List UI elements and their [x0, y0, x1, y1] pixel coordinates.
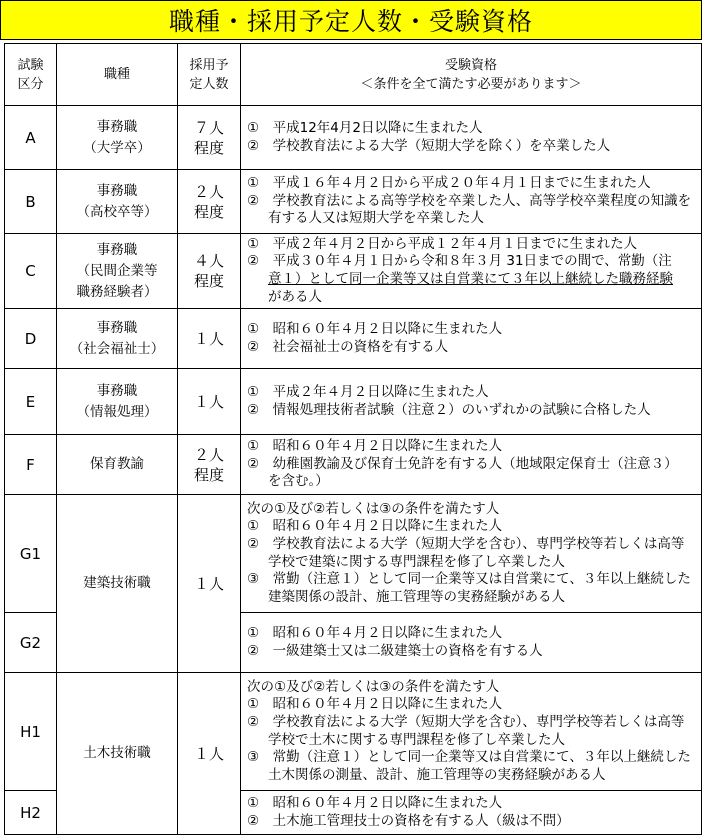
table-row: [5, 369, 702, 435]
job-type: 保育教諭: [57, 435, 178, 495]
req-line: 次の①及び②若しくは③の条件を満たす人: [247, 500, 500, 517]
table-row: [5, 435, 702, 495]
req-line: ① 昭和６０年４月２日以降に生まれた人: [247, 794, 503, 811]
title-bar: [0, 0, 702, 40]
planned-count: ２人 程度: [178, 435, 241, 495]
table-row: [5, 309, 702, 369]
qualifications: [241, 234, 702, 309]
req-line: ① 昭和６０年４月２日以降に生まれた人: [247, 438, 503, 455]
req-line: を含む。）: [268, 473, 329, 490]
qualifications: [241, 673, 702, 791]
planned-count: １人: [178, 309, 241, 369]
req-line: ② 平成３０年４月１日から令和８年３月 31日までの間で、常勤（注: [247, 253, 672, 270]
planned-count: ４人 程度: [178, 234, 241, 309]
qualifications: [241, 791, 702, 835]
table-row: [5, 170, 702, 234]
req-line: ② 情報処理技術者試験（注意２）のいずれかの試験に合格した人: [247, 401, 651, 418]
req-line: 建築関係の設計、施工管理等の実務経験がある人: [268, 588, 565, 605]
planned-count: １人: [178, 495, 241, 673]
header-row: [5, 44, 702, 106]
req-line: 意１）として同一企業等又は自営業にて３年以上継続した職務経験: [268, 271, 673, 287]
req-line: ② 幼稚園教諭及び保育士免許を有する人（地域限定保育士（注意３）: [247, 455, 678, 472]
header-qualifications: 受験資格 ＜条件を全て満たす必要があります＞: [241, 44, 702, 106]
job-type: 土木技術職: [57, 673, 178, 835]
req-line: がある人: [268, 288, 322, 305]
table-row: [5, 106, 702, 170]
requirements-table: [4, 43, 702, 835]
page-title: 職種・採用予定人数・受験資格: [168, 7, 533, 36]
job-type: 建築技術職: [57, 495, 178, 673]
job-type: 事務職 （情報処理）: [57, 369, 178, 435]
exam-code: G1: [5, 495, 57, 613]
req-line: ② 学校教育法による高等学校を卒業した人、高等学校卒業程度の知識を: [247, 192, 692, 209]
req-line: ① 平成１６年４月２日から平成２０年４月１日までに生まれた人: [247, 175, 651, 192]
planned-count: ７人 程度: [178, 106, 241, 170]
job-type: 事務職 （大学卒）: [57, 106, 178, 170]
req-line: ③ 常勤（注意１）として同一企業等又は自営業にて、３年以上継続した: [247, 749, 691, 766]
req-line: 学校で建築に関する専門課程を修了し卒業した人: [268, 553, 565, 570]
req-line: ① 昭和６０年４月２日以降に生まれた人: [247, 320, 503, 337]
qualifications: [241, 170, 702, 234]
req-line: ② 一級建築士又は二級建築士の資格を有する人: [247, 642, 543, 659]
exam-code: H1: [5, 673, 57, 791]
qualifications: [241, 613, 702, 673]
req-line: ① 昭和６０年４月２日以降に生まれた人: [247, 518, 503, 535]
qualifications: [241, 435, 702, 495]
qualifications: [241, 495, 702, 613]
header-job-type: 職種: [57, 44, 178, 106]
qualifications: [241, 309, 702, 369]
header-exam-category: 試験 区分: [5, 44, 57, 106]
req-line: ② 学校教育法による大学（短期大学を含む）、専門学校等若しくは高等: [247, 535, 685, 552]
qualifications: [241, 369, 702, 435]
req-line: ① 昭和６０年４月２日以降に生まれた人: [247, 624, 503, 641]
req-line: ② 土木施工管理技士の資格を有する人（級は不問）: [247, 812, 570, 829]
exam-code: H2: [5, 791, 57, 835]
req-line: ② 学校教育法による大学（短期大学を含む）、専門学校等若しくは高等: [247, 713, 685, 730]
job-type: 事務職 （社会福祉士）: [57, 309, 178, 369]
exam-code: F: [5, 435, 57, 495]
req-line: 次の①及び②若しくは③の条件を満たす人: [247, 678, 500, 695]
table-row: [5, 673, 702, 791]
req-line: ① 昭和６０年４月２日以降に生まれた人: [247, 696, 503, 713]
req-line: 学校で土木に関する専門課程を修了し卒業した人: [268, 731, 565, 748]
exam-code: G2: [5, 613, 57, 673]
req-line: ① 平成２年４月２日以降に生まれた人: [247, 383, 489, 400]
table-row: [5, 234, 702, 309]
header-planned-count: 採用予 定人数: [178, 44, 241, 106]
req-line: ② 社会福祉士の資格を有する人: [247, 338, 449, 355]
job-type: 事務職 （高校卒等）: [57, 170, 178, 234]
table-row: [5, 495, 702, 613]
req-line: ③ 常勤（注意１）として同一企業等又は自営業にて、３年以上継続した: [247, 571, 691, 588]
exam-code: B: [5, 170, 57, 234]
req-line: ① 平成２年４月２日から平成１２年４月１日までに生まれた人: [247, 235, 638, 252]
req-line: 有する人又は短期大学を卒業した人: [268, 210, 484, 227]
exam-code: D: [5, 309, 57, 369]
job-type: 事務職 （民間企業等 職務経験者）: [57, 234, 178, 309]
exam-code: C: [5, 234, 57, 309]
req-line: ② 学校教育法による大学（短期大学を除く）を卒業した人: [247, 137, 611, 154]
req-line: ① 平成12年4月2日以降に生まれた人: [247, 119, 483, 136]
planned-count: ２人 程度: [178, 170, 241, 234]
exam-code: A: [5, 106, 57, 170]
exam-code: E: [5, 369, 57, 435]
req-line: 土木関係の測量、設計、施工管理等の実務経験がある人: [268, 766, 606, 783]
planned-count: １人: [178, 673, 241, 835]
qualifications: [241, 106, 702, 170]
planned-count: １人: [178, 369, 241, 435]
